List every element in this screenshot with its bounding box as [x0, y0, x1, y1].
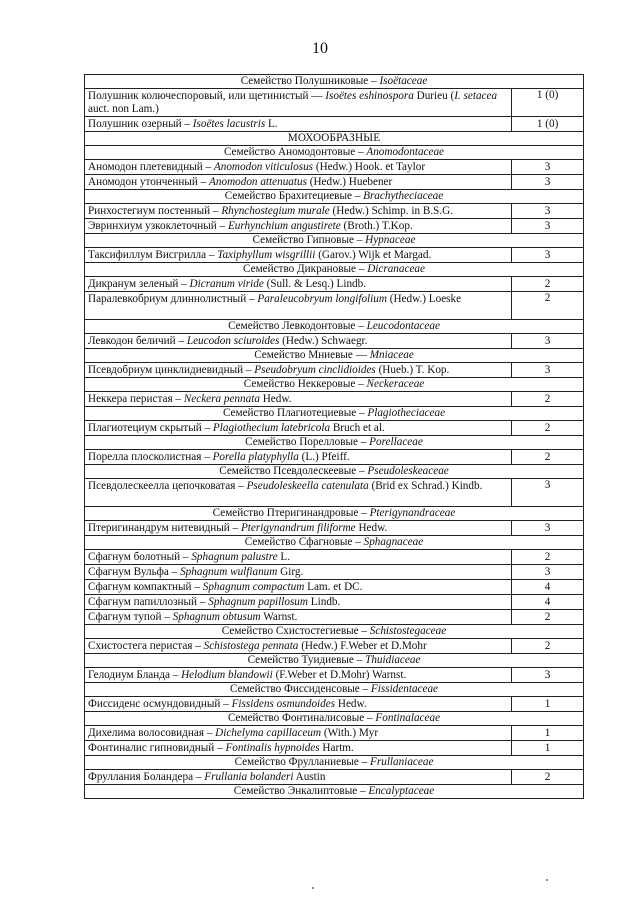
family-name-cell [85, 190, 584, 204]
family-separator: – [357, 785, 369, 797]
species-row [85, 697, 584, 712]
family-latin-name: Porellaceae [369, 436, 423, 448]
family-header-row [85, 785, 584, 799]
family-latin-name: Pseudoleskeaceae [367, 465, 449, 477]
family-separator: – [356, 263, 368, 275]
rarity-status-cell [512, 479, 584, 507]
family-latin-name: Dicranaceae [367, 263, 425, 275]
family-name-cell [85, 536, 584, 550]
rarity-status-cell [512, 89, 584, 117]
species-latin-name: Sphagnum wulfianum [180, 566, 278, 578]
species-name-cell [85, 277, 512, 292]
family-name-cell [85, 756, 584, 770]
family-name-cell [85, 320, 584, 334]
family-russian-name: Семейство Псевдолескеевые [219, 465, 357, 477]
family-latin-name: Mniaceae [369, 349, 414, 361]
species-authority: (Hedw.) Huebener [306, 176, 393, 188]
species-row [85, 204, 584, 219]
species-row [85, 117, 584, 132]
rarity-status-cell [512, 363, 584, 378]
species-russian-name: Птеригинандрум нитевидный – [88, 522, 241, 534]
family-separator: – [357, 436, 370, 448]
family-russian-name: Семейство Дикрановые [243, 263, 357, 275]
family-name-cell [85, 785, 584, 799]
species-latin-name: Neckera pennata [183, 393, 260, 405]
species-row [85, 668, 584, 683]
species-name-cell [85, 219, 512, 234]
species-row [85, 175, 584, 190]
rarity-status: 3 [544, 176, 551, 188]
rarity-status-cell [512, 726, 584, 741]
family-name-cell [85, 712, 584, 726]
species-name-cell [85, 639, 512, 654]
rarity-status: 3 [544, 161, 551, 173]
species-row [85, 580, 584, 595]
family-separator: – [364, 712, 376, 724]
rarity-status: 1 [544, 742, 551, 754]
family-separator: — [352, 349, 370, 361]
rarity-status: 1 [544, 698, 551, 710]
family-name-cell [85, 263, 584, 277]
rarity-status: 3 [544, 669, 551, 681]
family-name-cell [85, 654, 584, 668]
family-name-cell [85, 507, 584, 521]
family-header-row [85, 465, 584, 479]
species-authority: Hedw. [259, 393, 292, 405]
rarity-status: 3 [544, 335, 551, 347]
rarity-status-cell [512, 580, 584, 595]
species-row [85, 610, 584, 625]
species-latin-name: Isoëtes eshinospora [325, 90, 414, 102]
family-name-cell [85, 625, 584, 639]
rarity-status-cell [512, 450, 584, 465]
scan-speck [546, 879, 548, 881]
species-authority: (L.) Pfeiff. [298, 451, 350, 463]
species-russian-name: Таксифиллум Висгрилла – [88, 249, 218, 261]
species-name-cell [85, 89, 512, 117]
rarity-status: 2 [544, 278, 551, 290]
family-latin-name: Neckeraceae [366, 378, 425, 390]
rarity-status: 3 [544, 479, 551, 491]
rarity-status: 2 [544, 551, 551, 563]
rarity-status: 3 [544, 364, 551, 376]
species-row [85, 450, 584, 465]
species-name-cell [85, 479, 512, 507]
family-latin-name: Thuidiaceae [365, 654, 421, 666]
family-name-cell [85, 349, 584, 363]
family-russian-name: Семейство Сфагновые [244, 536, 353, 548]
species-row [85, 639, 584, 654]
species-authority: (Hedw.) Hook. et Taylor [313, 161, 426, 173]
species-row [85, 421, 584, 436]
species-russian-name: Схистостега перистая – [88, 640, 204, 652]
species-russian-name: Фиссиденс осмундовидный – [88, 698, 232, 710]
family-name-cell [85, 465, 584, 479]
rarity-status-cell [512, 277, 584, 292]
family-name-cell [85, 683, 584, 697]
family-name-cell [85, 234, 584, 248]
species-russian-name: Сфагнум компактный – [88, 581, 203, 593]
species-name-cell [85, 334, 512, 349]
section-header-row [85, 132, 584, 146]
rarity-status: 1 (0) [536, 89, 559, 101]
rarity-status-cell [512, 770, 584, 785]
species-authority: Lindb. [307, 596, 341, 608]
family-header-row [85, 146, 584, 160]
family-latin-name: Leucodontaceae [366, 320, 440, 332]
rarity-status: 2 [544, 292, 551, 304]
species-latin-name: Schistostega pennata [203, 640, 299, 652]
species-russian-name: Неккера перистая – [88, 393, 184, 405]
species-russian-name: Паралевкобриум длиннолистный – [88, 293, 258, 305]
family-russian-name: Семейство Левкодонтовые [228, 320, 356, 332]
species-latin-name: Rhynchostegium murale [221, 205, 330, 217]
species-name-cell [85, 595, 512, 610]
species-authority: (Brid ex Schrad.) Kindb. [368, 480, 483, 492]
family-header-row [85, 625, 584, 639]
rarity-status-cell [512, 550, 584, 565]
species-name-cell [85, 580, 512, 595]
family-russian-name: Семейство Брахитециевые [224, 190, 352, 202]
rarity-status: 3 [544, 205, 551, 217]
species-name-cell [85, 726, 512, 741]
family-header-row [85, 654, 584, 668]
rarity-status-cell [512, 392, 584, 407]
species-latin-name: Fissidens osmundoides [231, 698, 336, 710]
family-header-row [85, 436, 584, 450]
section-title: МОХООБРАЗНЫЕ [287, 132, 381, 144]
species-russian-name: Фонтиналис гипновидный – [88, 742, 226, 754]
family-header-row [85, 712, 584, 726]
table-body [85, 75, 584, 799]
species-latin-name: Pterigynandrum filiforme [240, 522, 356, 534]
species-name-cell [85, 160, 512, 175]
species-row [85, 219, 584, 234]
family-russian-name: Семейство Мниевые [254, 349, 353, 361]
family-latin-name: Anomodontaceae [366, 146, 445, 158]
rarity-status-cell [512, 175, 584, 190]
family-latin-name: Plagiotheciaceae [367, 407, 446, 419]
species-name-cell [85, 450, 512, 465]
rarity-status: 2 [544, 451, 551, 463]
species-authority: (Hedw.) Loeske [386, 293, 462, 305]
species-authority: (Broth.) T.Kop. [340, 220, 413, 232]
family-latin-name: Brachytheciaceae [363, 190, 444, 202]
species-authority: Hedw. [335, 698, 367, 710]
species-russian-name: Полушник озерный – [88, 118, 193, 130]
family-separator: – [352, 536, 364, 548]
family-russian-name: Семейство Схистостегиевые [221, 625, 359, 637]
rarity-status: 2 [544, 640, 551, 652]
family-latin-name: Isoëtaceae [379, 75, 428, 87]
family-header-row [85, 190, 584, 204]
species-latin-name: Taxiphyllum wisgrillii [217, 249, 316, 261]
species-russian-name: Псевдобриум цинклидиевидный – [88, 364, 255, 376]
rarity-status: 4 [544, 581, 551, 593]
species-russian-name: Ринхостегиум постенный – [88, 205, 222, 217]
species-latin-name: Isoëtes lacustris [192, 118, 266, 130]
family-russian-name: Семейство Гипновые [252, 234, 354, 246]
family-separator: – [353, 654, 366, 666]
species-latin-name: Fontinalis hypnoides [225, 742, 320, 754]
species-name-cell [85, 610, 512, 625]
species-name-cell [85, 117, 512, 132]
species-row [85, 550, 584, 565]
species-russian-name: Полушник колючеспоровый, или щетинистый — [88, 90, 326, 102]
species-russian-name: Аномодон утонченный – [88, 176, 210, 188]
species-latin-name: Eurhynchium angustirete [227, 220, 341, 232]
family-name-cell [85, 75, 584, 89]
rarity-status-cell [512, 334, 584, 349]
rarity-status-cell [512, 697, 584, 712]
species-authority: Durieu ( [413, 90, 455, 102]
species-authority: (Garov.) Wijk et Margad. [315, 249, 432, 261]
rarity-status-cell [512, 595, 584, 610]
family-separator: – [358, 625, 370, 637]
species-russian-name: Псевдолескеелла цепочковатая – [88, 480, 247, 492]
rarity-status-cell [512, 160, 584, 175]
species-name-cell [85, 565, 512, 580]
species-row [85, 521, 584, 536]
species-latin-name: Sphagnum papillosum [208, 596, 308, 608]
species-latin-name: Leucodon sciuroides [186, 335, 280, 347]
species-authority: (F.Weber et D.Mohr) Warnst. [272, 669, 407, 681]
species-synonym: I. setacea [454, 90, 498, 102]
species-russian-name: Сфагнум Вульфа – [88, 566, 181, 578]
species-authority: L. [265, 118, 278, 130]
species-synonym-authority: auct. non Lam.) [88, 103, 159, 115]
species-russian-name: Эвринхиум узкоклеточный – [88, 220, 228, 232]
family-separator: – [358, 756, 371, 768]
family-header-row [85, 234, 584, 248]
scan-speck [312, 887, 314, 889]
species-name-cell [85, 770, 512, 785]
family-separator: – [358, 507, 370, 519]
species-row [85, 726, 584, 741]
family-russian-name: Семейство Порелловые [245, 436, 358, 448]
species-authority: (With.) Myr [321, 727, 379, 739]
species-row [85, 363, 584, 378]
family-latin-name: Schistostegaceae [369, 625, 447, 637]
species-name-cell [85, 292, 512, 320]
species-name-cell [85, 204, 512, 219]
family-name-cell [85, 378, 584, 392]
family-separator: – [356, 407, 368, 419]
family-russian-name: Семейство Неккеровые [243, 378, 356, 390]
species-name-cell [85, 697, 512, 712]
family-latin-name: Hypnaceae [365, 234, 416, 246]
rarity-status: 3 [544, 522, 551, 534]
family-latin-name: Sphagnaceae [363, 536, 424, 548]
species-latin-name: Paraleucobryum longifolium [257, 293, 387, 305]
family-separator: – [356, 465, 368, 477]
species-russian-name: Сфагнум тупой – [88, 611, 173, 623]
family-name-cell [85, 146, 584, 160]
species-russian-name: Левкодон беличий – [88, 335, 187, 347]
species-russian-name: Плагиотециум скрытый – [88, 422, 213, 434]
family-header-row [85, 263, 584, 277]
species-name-cell [85, 363, 512, 378]
species-latin-name: Sphagnum palustre [191, 551, 278, 563]
family-russian-name: Семейство Фиссиденсовые [229, 683, 360, 695]
rarity-status: 2 [544, 611, 551, 623]
species-latin-name: Helodium blandowii [181, 669, 273, 681]
family-separator: – [355, 378, 367, 390]
species-russian-name: Дикранум зеленый – [88, 278, 190, 290]
family-latin-name: Frullaniaceae [370, 756, 434, 768]
rarity-status: 2 [544, 422, 551, 434]
species-authority: Warnst. [260, 611, 298, 623]
species-row [85, 89, 584, 117]
family-russian-name: Семейство Фруллaниевые [234, 756, 359, 768]
species-authority: (Hedw.) Schimp. in B.S.G. [329, 205, 454, 217]
family-name-cell [85, 436, 584, 450]
species-authority: (Hueb.) T. Kop. [375, 364, 450, 376]
family-latin-name: Pterigynandraceae [369, 507, 456, 519]
species-row [85, 160, 584, 175]
species-latin-name: Sphagnum compactum [202, 581, 305, 593]
species-russian-name: Порелла плосколистная – [88, 451, 213, 463]
rarity-status-cell [512, 292, 584, 320]
rarity-status: 1 (0) [536, 118, 559, 130]
family-russian-name: Семейство Аномодонтовые [223, 146, 356, 158]
family-separator: – [359, 683, 371, 695]
species-latin-name: Dicranum viride [189, 278, 264, 290]
rarity-status-cell [512, 668, 584, 683]
species-row [85, 277, 584, 292]
species-russian-name: Сфагнум папиллозный – [88, 596, 209, 608]
species-row [85, 479, 584, 507]
species-authority: Austin [293, 771, 326, 783]
species-latin-name: Anomodon attenuatus [209, 176, 307, 188]
species-row [85, 392, 584, 407]
family-separator: – [355, 146, 367, 158]
species-row [85, 595, 584, 610]
species-authority: Lam. et DC. [304, 581, 363, 593]
rarity-status-cell [512, 639, 584, 654]
species-row [85, 334, 584, 349]
rarity-status: 1 [544, 727, 551, 739]
rarity-status-cell [512, 421, 584, 436]
family-header-row [85, 507, 584, 521]
species-name-cell [85, 741, 512, 756]
family-russian-name: Семейство Полушниковые [240, 75, 369, 87]
species-name-cell [85, 668, 512, 683]
species-authority: Hartm. [319, 742, 354, 754]
species-authority: Hedw. [355, 522, 388, 534]
page-number: 10 [312, 40, 328, 57]
species-russian-name: Гелодиум Бланда – [88, 669, 182, 681]
species-name-cell [85, 248, 512, 263]
species-authority: (Hedw.) Schwaegr. [279, 335, 368, 347]
family-separator: – [351, 190, 364, 202]
family-header-row [85, 378, 584, 392]
family-header-row [85, 756, 584, 770]
rarity-status-cell [512, 248, 584, 263]
family-russian-name: Семейство Плагиотециевые [222, 407, 357, 419]
species-latin-name: Dichelyma capillaceum [215, 727, 322, 739]
species-row [85, 292, 584, 320]
species-latin-name: Pseudobryum cinclidioides [254, 364, 376, 376]
species-name-cell [85, 550, 512, 565]
species-name-cell [85, 521, 512, 536]
species-russian-name: Фруллания Боландера – [88, 771, 205, 783]
rarity-status-cell [512, 610, 584, 625]
rarity-status: 4 [544, 596, 551, 608]
rarity-status-cell [512, 521, 584, 536]
rarity-status-cell [512, 219, 584, 234]
rarity-status: 3 [544, 249, 551, 261]
rarity-status-cell [512, 741, 584, 756]
rarity-status-cell [512, 117, 584, 132]
family-latin-name: Fontinalaceae [375, 712, 441, 724]
family-header-row [85, 683, 584, 697]
species-authority: Bruch et al. [330, 422, 385, 434]
species-authority: L. [277, 551, 291, 563]
species-name-cell [85, 392, 512, 407]
family-russian-name: Семейство Птеригинандровые [212, 507, 359, 519]
family-latin-name: Fissidentaceae [370, 683, 439, 695]
species-row [85, 248, 584, 263]
species-authority: Girg. [277, 566, 304, 578]
family-separator: – [353, 234, 366, 246]
species-row [85, 565, 584, 580]
species-row [85, 741, 584, 756]
family-name-cell [85, 407, 584, 421]
species-latin-name: Anomodon viticulosus [213, 161, 314, 173]
species-russian-name: Аномодон плетевидный – [88, 161, 214, 173]
rarity-status: 3 [544, 220, 551, 232]
species-authority: (Hedw.) F.Weber et D.Mohr [298, 640, 427, 652]
species-latin-name: Sphagnum obtusum [172, 611, 261, 623]
family-separator: – [368, 75, 380, 87]
family-russian-name: Семейство Туидиевые [247, 654, 354, 666]
species-name-cell [85, 421, 512, 436]
rarity-status: 2 [544, 393, 551, 405]
family-russian-name: Семейство Фонтиналисовые [227, 712, 365, 724]
species-russian-name: Дихелима волосовидная – [88, 727, 216, 739]
family-latin-name: Encalyptaceae [368, 785, 435, 797]
section-title-cell [85, 132, 584, 146]
species-latin-name: Pseudoleskeella catenulata [246, 480, 369, 492]
family-header-row [85, 320, 584, 334]
family-header-row [85, 536, 584, 550]
species-latin-name: Plagiothecium latebricola [212, 422, 331, 434]
species-authority: (Sull. & Lesq.) Lindb. [263, 278, 367, 290]
family-separator: – [355, 320, 367, 332]
rarity-status: 2 [544, 771, 551, 783]
species-russian-name: Сфагнум болотный – [88, 551, 192, 563]
species-row [85, 770, 584, 785]
rarity-status-cell [512, 204, 584, 219]
species-latin-name: Frullania bolanderi [204, 771, 294, 783]
species-latin-name: Porella platyphylla [212, 451, 299, 463]
family-header-row [85, 75, 584, 89]
family-header-row [85, 349, 584, 363]
rarity-status-cell [512, 565, 584, 580]
family-header-row [85, 407, 584, 421]
family-russian-name: Семейство Энкалиптовые [233, 785, 358, 797]
species-name-cell [85, 175, 512, 190]
red-book-species-table [84, 74, 584, 799]
rarity-status: 3 [544, 566, 551, 578]
